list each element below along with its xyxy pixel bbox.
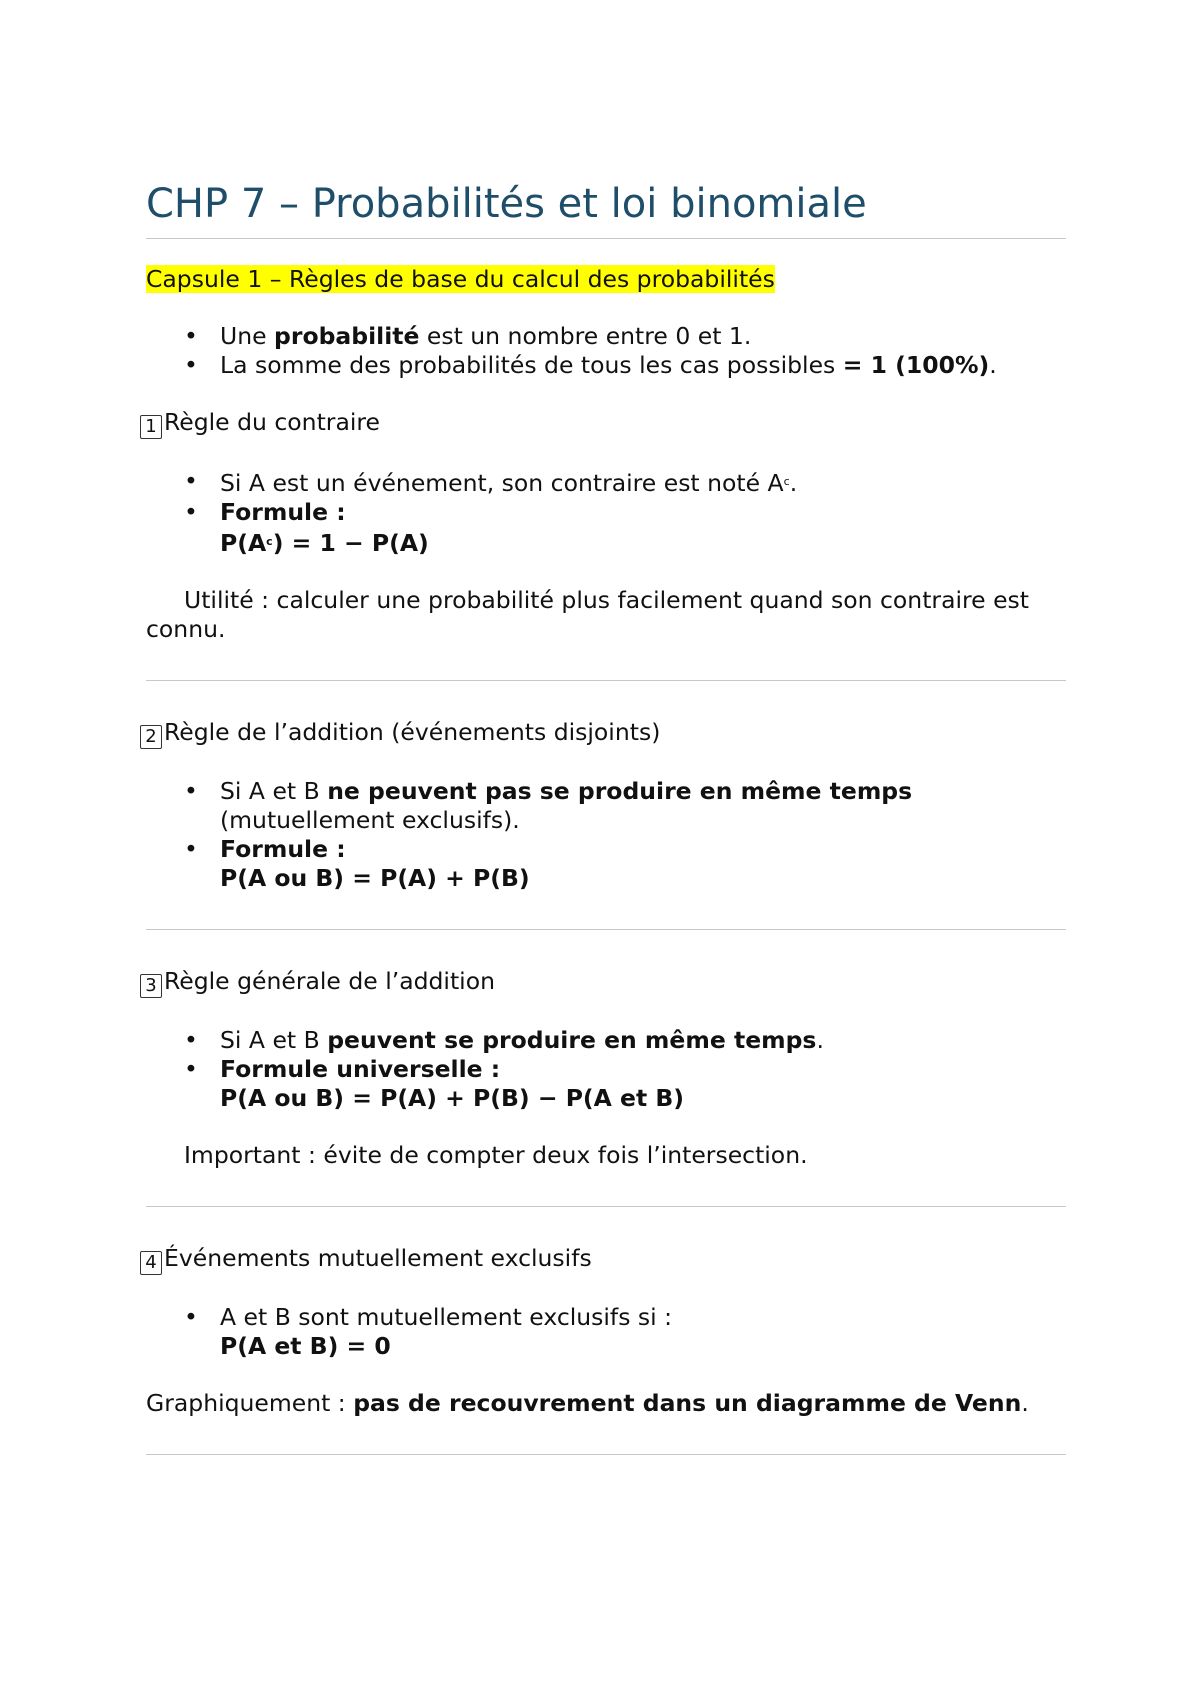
section-4-list (146, 1303, 1066, 1361)
intro-b2-bold: = 1 (100%) (842, 351, 990, 379)
document-page (146, 180, 1066, 1455)
intro-b2-post: . (989, 351, 997, 379)
s3-b1-post: . (816, 1026, 824, 1054)
divider-1 (146, 680, 1066, 681)
keycap-number-2: 2 (140, 725, 162, 749)
section-4-heading (140, 1244, 1066, 1275)
s4-graph-bold: pas de recouvrement dans un diagramme de Venn (353, 1389, 1022, 1417)
section-3-list (146, 1026, 1066, 1113)
page-title: CHP 7 – Probabilités et loi binomiale (146, 180, 1066, 239)
s3-b1-bold: peuvent se produire en même temps (327, 1026, 817, 1054)
section-4-graph-note (146, 1389, 1066, 1418)
s1-formula-label: Formule : (220, 498, 346, 526)
s1-formula-post: ) = 1 − P(A) (272, 529, 429, 557)
s3-formula-label: Formule universelle : (220, 1055, 501, 1083)
section-2-heading (140, 718, 1066, 749)
section-4-bullet-1 (146, 1303, 1066, 1361)
section-2-title: Règle de l’addition (événements disjoints) (164, 718, 661, 746)
s3-b1-pre: Si A et B (220, 1026, 328, 1054)
section-1-bullet-1 (146, 467, 1066, 498)
s2-formula: P(A ou B) = P(A) + P(B) (220, 864, 530, 892)
divider-4 (146, 1454, 1066, 1455)
intro-bullet-1 (146, 322, 1066, 351)
s1-b1-sup: c (783, 475, 790, 488)
capsule-heading-text: Capsule 1 – Règles de base du calcul des probabilités (146, 265, 775, 293)
intro-b1-bold: probabilité (274, 322, 420, 350)
section-2-bullet-2 (146, 835, 1066, 893)
divider-3 (146, 1206, 1066, 1207)
keycap-number-4: 4 (140, 1251, 162, 1275)
s4-b1: A et B sont mutuellement exclusifs si : (220, 1303, 673, 1331)
section-3-bullet-2 (146, 1055, 1066, 1113)
section-3-title: Règle générale de l’addition (164, 967, 495, 995)
s1-formula-pre: P(A (220, 529, 267, 557)
intro-b2-pre: La somme des probabilités de tous les cas possibles (220, 351, 843, 379)
section-1-note: Utilité : calculer une probabilité plus facilement quand son contraire est connu. (146, 586, 1029, 643)
s4-graph-post: . (1021, 1389, 1029, 1417)
s2-b1-pre: Si A et B (220, 777, 328, 805)
section-1-title: Règle du contraire (164, 408, 380, 436)
keycap-number-1: 1 (140, 415, 162, 439)
section-2-list (146, 777, 1066, 893)
section-4-title: Événements mutuellement exclusifs (164, 1244, 592, 1272)
s4-formula: P(A et B) = 0 (220, 1332, 391, 1360)
section-3-heading (140, 967, 1066, 998)
section-1-bullet-2 (146, 498, 1066, 558)
divider-2 (146, 929, 1066, 930)
section-1-heading (140, 408, 1066, 439)
intro-bullet-2 (146, 351, 1066, 380)
intro-list (146, 322, 1066, 380)
intro-b1-pre: Une (220, 322, 275, 350)
capsule-heading (146, 265, 1066, 294)
section-2-bullet-1 (146, 777, 1066, 835)
s3-formula: P(A ou B) = P(A) + P(B) − P(A et B) (220, 1084, 685, 1112)
s1-formula (220, 529, 429, 557)
intro-b1-post: est un nombre entre 0 et 1. (419, 322, 752, 350)
keycap-number-3: 3 (140, 974, 162, 998)
section-3-note: Important : évite de compter deux fois l’intersection. (184, 1141, 808, 1169)
s4-graph-pre: Graphiquement : (146, 1389, 354, 1417)
s1-b1-post: . (789, 469, 798, 497)
section-3-bullet-1 (146, 1026, 1066, 1055)
s1-formula-sup: c (266, 535, 273, 548)
s2-formula-label: Formule : (220, 835, 346, 863)
s1-b1-pre: Si A est un événement, son contraire est noté A (220, 469, 784, 497)
s2-b1-bold: ne peuvent pas se produire en même temps (327, 777, 913, 805)
s2-b1-post: (mutuellement exclusifs). (220, 806, 520, 834)
section-1-list (146, 467, 1066, 558)
